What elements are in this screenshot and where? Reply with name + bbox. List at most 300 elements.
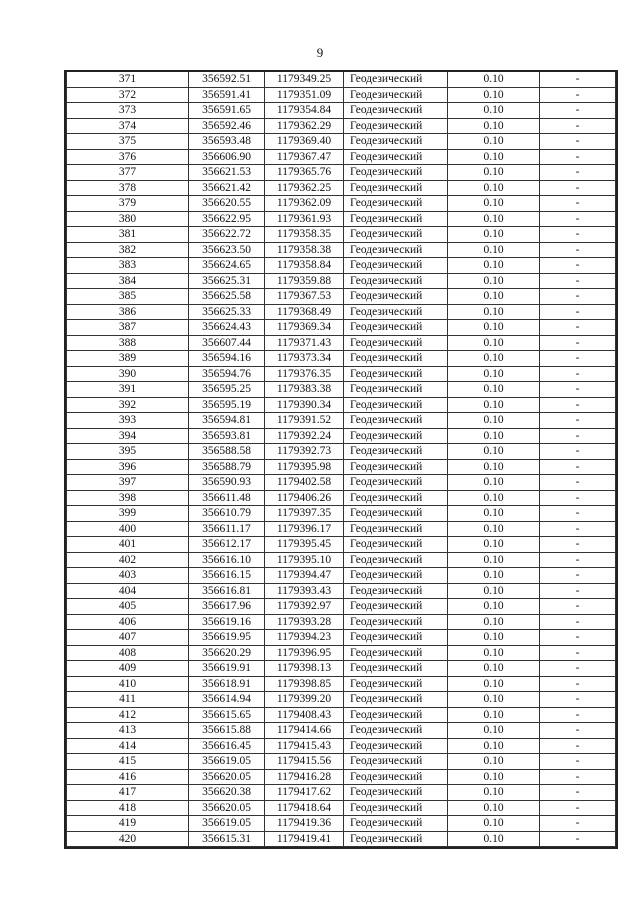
x-coordinate-cell: 356624.65 [189,258,265,274]
table-row [67,645,616,661]
y-coordinate-cell: 1179362.09 [265,196,344,212]
accuracy-cell: 0.10 [448,428,540,444]
x-coordinate-cell: 356594.76 [189,366,265,382]
y-coordinate-cell: 1179392.73 [265,444,344,460]
method-cell: Геодезический [344,490,448,506]
point-number-cell: 401 [67,537,189,553]
x-coordinate-cell: 356592.51 [189,72,265,87]
point-number-cell: 394 [67,428,189,444]
method-cell: Геодезический [344,273,448,289]
accuracy-cell: 0.10 [448,72,540,87]
method-cell: Геодезический [344,149,448,165]
note-cell: - [540,583,616,599]
note-cell: - [540,397,616,413]
accuracy-cell: 0.10 [448,521,540,537]
table-row [67,769,616,785]
method-cell: Геодезический [344,87,448,103]
y-coordinate-cell: 1179361.93 [265,211,344,227]
method-cell: Геодезический [344,676,448,692]
accuracy-cell: 0.10 [448,444,540,460]
note-cell: - [540,304,616,320]
x-coordinate-cell: 356592.46 [189,118,265,134]
method-cell: Геодезический [344,816,448,832]
page-number: 9 [316,45,324,60]
point-number-cell: 389 [67,351,189,367]
y-coordinate-cell: 1179392.24 [265,428,344,444]
y-coordinate-cell: 1179396.17 [265,521,344,537]
accuracy-cell: 0.10 [448,149,540,165]
method-cell: Геодезический [344,304,448,320]
x-coordinate-cell: 356611.48 [189,490,265,506]
table-row [67,692,616,708]
y-coordinate-cell: 1179418.64 [265,800,344,816]
point-number-cell: 415 [67,754,189,770]
x-coordinate-cell: 356619.16 [189,614,265,630]
x-coordinate-cell: 356610.79 [189,506,265,522]
method-cell: Геодезический [344,72,448,87]
y-coordinate-cell: 1179369.34 [265,320,344,336]
x-coordinate-cell: 356588.79 [189,459,265,475]
accuracy-cell: 0.10 [448,165,540,181]
note-cell: - [540,165,616,181]
table-row [67,599,616,615]
table-row [67,428,616,444]
note-cell: - [540,444,616,460]
table-row [67,258,616,274]
method-cell: Геодезический [344,537,448,553]
table-row [67,351,616,367]
point-number-cell: 380 [67,211,189,227]
table-row [67,568,616,584]
x-coordinate-cell: 356620.55 [189,196,265,212]
x-coordinate-cell: 356622.72 [189,227,265,243]
point-number-cell: 390 [67,366,189,382]
point-number-cell: 403 [67,568,189,584]
table-row [67,754,616,770]
table-row [67,630,616,646]
x-coordinate-cell: 356623.50 [189,242,265,258]
table-row [67,459,616,475]
method-cell: Геодезический [344,211,448,227]
point-number-cell: 374 [67,118,189,134]
y-coordinate-cell: 1179396.95 [265,645,344,661]
accuracy-cell: 0.10 [448,304,540,320]
accuracy-cell: 0.10 [448,490,540,506]
table-row [67,165,616,181]
y-coordinate-cell: 1179406.26 [265,490,344,506]
table-row [67,118,616,134]
table-row [67,335,616,351]
note-cell: - [540,831,616,847]
table-row [67,661,616,677]
y-coordinate-cell: 1179369.40 [265,134,344,150]
table-row [67,366,616,382]
y-coordinate-cell: 1179394.47 [265,568,344,584]
note-cell: - [540,428,616,444]
x-coordinate-cell: 356607.44 [189,335,265,351]
x-coordinate-cell: 356614.94 [189,692,265,708]
note-cell: - [540,289,616,305]
method-cell: Геодезический [344,413,448,429]
x-coordinate-cell: 356625.58 [189,289,265,305]
method-cell: Геодезический [344,630,448,646]
x-coordinate-cell: 356594.16 [189,351,265,367]
point-number-cell: 391 [67,382,189,398]
accuracy-cell: 0.10 [448,459,540,475]
y-coordinate-cell: 1179376.35 [265,366,344,382]
point-number-cell: 412 [67,707,189,723]
note-cell: - [540,723,616,739]
x-coordinate-cell: 356595.25 [189,382,265,398]
point-number-cell: 373 [67,103,189,119]
table-row [67,800,616,816]
note-cell: - [540,149,616,165]
note-cell: - [540,118,616,134]
note-cell: - [540,273,616,289]
table-row [67,242,616,258]
y-coordinate-cell: 1179365.76 [265,165,344,181]
note-cell: - [540,227,616,243]
table-row [67,103,616,119]
accuracy-cell: 0.10 [448,583,540,599]
x-coordinate-cell: 356617.96 [189,599,265,615]
point-number-cell: 400 [67,521,189,537]
accuracy-cell: 0.10 [448,785,540,801]
point-number-cell: 386 [67,304,189,320]
method-cell: Геодезический [344,428,448,444]
method-cell: Геодезический [344,568,448,584]
note-cell: - [540,785,616,801]
point-number-cell: 387 [67,320,189,336]
table-row [67,397,616,413]
accuracy-cell: 0.10 [448,351,540,367]
y-coordinate-cell: 1179395.10 [265,552,344,568]
method-cell: Геодезический [344,723,448,739]
y-coordinate-cell: 1179398.13 [265,661,344,677]
note-cell: - [540,537,616,553]
point-number-cell: 402 [67,552,189,568]
accuracy-cell: 0.10 [448,661,540,677]
accuracy-cell: 0.10 [448,134,540,150]
y-coordinate-cell: 1179395.98 [265,459,344,475]
note-cell: - [540,707,616,723]
note-cell: - [540,521,616,537]
note-cell: - [540,692,616,708]
method-cell: Геодезический [344,335,448,351]
accuracy-cell: 0.10 [448,769,540,785]
accuracy-cell: 0.10 [448,382,540,398]
table-row [67,87,616,103]
x-coordinate-cell: 356618.91 [189,676,265,692]
note-cell: - [540,459,616,475]
accuracy-cell: 0.10 [448,289,540,305]
method-cell: Геодезический [344,459,448,475]
table-row [67,506,616,522]
note-cell: - [540,506,616,522]
point-number-cell: 382 [67,242,189,258]
y-coordinate-cell: 1179354.84 [265,103,344,119]
method-cell: Геодезический [344,227,448,243]
x-coordinate-cell: 356595.19 [189,397,265,413]
note-cell: - [540,413,616,429]
accuracy-cell: 0.10 [448,211,540,227]
y-coordinate-cell: 1179393.28 [265,614,344,630]
note-cell: - [540,552,616,568]
y-coordinate-cell: 1179358.35 [265,227,344,243]
y-coordinate-cell: 1179358.38 [265,242,344,258]
point-number-cell: 420 [67,831,189,847]
x-coordinate-cell: 356606.90 [189,149,265,165]
note-cell: - [540,72,616,87]
point-number-cell: 414 [67,738,189,754]
table-row [67,552,616,568]
method-cell: Геодезический [344,475,448,491]
note-cell: - [540,568,616,584]
point-number-cell: 404 [67,583,189,599]
y-coordinate-cell: 1179359.88 [265,273,344,289]
x-coordinate-cell: 356594.81 [189,413,265,429]
point-number-cell: 417 [67,785,189,801]
x-coordinate-cell: 356620.05 [189,800,265,816]
y-coordinate-cell: 1179416.28 [265,769,344,785]
y-coordinate-cell: 1179419.36 [265,816,344,832]
point-number-cell: 410 [67,676,189,692]
accuracy-cell: 0.10 [448,676,540,692]
method-cell: Геодезический [344,196,448,212]
method-cell: Геодезический [344,103,448,119]
accuracy-cell: 0.10 [448,475,540,491]
accuracy-cell: 0.10 [448,273,540,289]
x-coordinate-cell: 356619.91 [189,661,265,677]
point-number-cell: 398 [67,490,189,506]
accuracy-cell: 0.10 [448,87,540,103]
y-coordinate-cell: 1179415.56 [265,754,344,770]
table-row [67,676,616,692]
x-coordinate-cell: 356591.41 [189,87,265,103]
point-number-cell: 416 [67,769,189,785]
point-number-cell: 407 [67,630,189,646]
method-cell: Геодезический [344,800,448,816]
method-cell: Геодезический [344,351,448,367]
point-number-cell: 384 [67,273,189,289]
table-row [67,149,616,165]
note-cell: - [540,87,616,103]
y-coordinate-cell: 1179414.66 [265,723,344,739]
method-cell: Геодезический [344,320,448,336]
accuracy-cell: 0.10 [448,568,540,584]
x-coordinate-cell: 356616.45 [189,738,265,754]
point-number-cell: 392 [67,397,189,413]
accuracy-cell: 0.10 [448,320,540,336]
x-coordinate-cell: 356588.58 [189,444,265,460]
table-row [67,831,616,847]
note-cell: - [540,769,616,785]
point-number-cell: 408 [67,645,189,661]
x-coordinate-cell: 356619.95 [189,630,265,646]
point-number-cell: 381 [67,227,189,243]
table-row [67,211,616,227]
note-cell: - [540,599,616,615]
point-number-cell: 372 [67,87,189,103]
note-cell: - [540,661,616,677]
method-cell: Геодезический [344,118,448,134]
table-row [67,273,616,289]
note-cell: - [540,242,616,258]
accuracy-cell: 0.10 [448,335,540,351]
method-cell: Геодезический [344,180,448,196]
table-row [67,289,616,305]
point-number-cell: 413 [67,723,189,739]
point-number-cell: 378 [67,180,189,196]
point-number-cell: 379 [67,196,189,212]
table-row [67,583,616,599]
accuracy-cell: 0.10 [448,692,540,708]
point-number-cell: 371 [67,72,189,87]
x-coordinate-cell: 356611.17 [189,521,265,537]
accuracy-cell: 0.10 [448,614,540,630]
x-coordinate-cell: 356616.15 [189,568,265,584]
y-coordinate-cell: 1179392.97 [265,599,344,615]
accuracy-cell: 0.10 [448,738,540,754]
table-row [67,490,616,506]
x-coordinate-cell: 356593.81 [189,428,265,444]
accuracy-cell: 0.10 [448,397,540,413]
method-cell: Геодезический [344,258,448,274]
table-row [67,785,616,801]
coordinates-table-body [67,72,616,847]
table-row [67,537,616,553]
accuracy-cell: 0.10 [448,413,540,429]
y-coordinate-cell: 1179415.43 [265,738,344,754]
accuracy-cell: 0.10 [448,537,540,553]
y-coordinate-cell: 1179394.23 [265,630,344,646]
accuracy-cell: 0.10 [448,258,540,274]
table-row [67,227,616,243]
note-cell: - [540,382,616,398]
table-row [67,723,616,739]
y-coordinate-cell: 1179419.41 [265,831,344,847]
x-coordinate-cell: 356620.38 [189,785,265,801]
y-coordinate-cell: 1179408.43 [265,707,344,723]
table-row [67,707,616,723]
x-coordinate-cell: 356616.81 [189,583,265,599]
x-coordinate-cell: 356591.65 [189,103,265,119]
table-row [67,72,616,87]
note-cell: - [540,816,616,832]
method-cell: Геодезический [344,397,448,413]
point-number-cell: 397 [67,475,189,491]
point-number-cell: 396 [67,459,189,475]
y-coordinate-cell: 1179371.43 [265,335,344,351]
note-cell: - [540,211,616,227]
method-cell: Геодезический [344,769,448,785]
x-coordinate-cell: 356615.31 [189,831,265,847]
method-cell: Геодезический [344,645,448,661]
x-coordinate-cell: 356622.95 [189,211,265,227]
x-coordinate-cell: 356612.17 [189,537,265,553]
method-cell: Геодезический [344,754,448,770]
point-number-cell: 383 [67,258,189,274]
table-row [67,180,616,196]
x-coordinate-cell: 356621.42 [189,180,265,196]
method-cell: Геодезический [344,583,448,599]
accuracy-cell: 0.10 [448,645,540,661]
point-number-cell: 399 [67,506,189,522]
note-cell: - [540,351,616,367]
method-cell: Геодезический [344,506,448,522]
x-coordinate-cell: 356619.05 [189,754,265,770]
y-coordinate-cell: 1179417.62 [265,785,344,801]
coordinates-table [64,70,618,849]
x-coordinate-cell: 356619.05 [189,816,265,832]
accuracy-cell: 0.10 [448,599,540,615]
accuracy-cell: 0.10 [448,196,540,212]
method-cell: Геодезический [344,242,448,258]
method-cell: Геодезический [344,599,448,615]
y-coordinate-cell: 1179391.52 [265,413,344,429]
y-coordinate-cell: 1179395.45 [265,537,344,553]
x-coordinate-cell: 356615.65 [189,707,265,723]
point-number-cell: 377 [67,165,189,181]
point-number-cell: 419 [67,816,189,832]
accuracy-cell: 0.10 [448,707,540,723]
accuracy-cell: 0.10 [448,103,540,119]
y-coordinate-cell: 1179351.09 [265,87,344,103]
x-coordinate-cell: 356625.31 [189,273,265,289]
method-cell: Геодезический [344,738,448,754]
table-row [67,304,616,320]
note-cell: - [540,645,616,661]
y-coordinate-cell: 1179402.58 [265,475,344,491]
accuracy-cell: 0.10 [448,630,540,646]
point-number-cell: 388 [67,335,189,351]
y-coordinate-cell: 1179397.35 [265,506,344,522]
x-coordinate-cell: 356620.29 [189,645,265,661]
table-row [67,614,616,630]
y-coordinate-cell: 1179367.47 [265,149,344,165]
note-cell: - [540,366,616,382]
table-row [67,413,616,429]
y-coordinate-cell: 1179367.53 [265,289,344,305]
note-cell: - [540,475,616,491]
point-number-cell: 375 [67,134,189,150]
y-coordinate-cell: 1179349.25 [265,72,344,87]
note-cell: - [540,320,616,336]
note-cell: - [540,738,616,754]
y-coordinate-cell: 1179383.38 [265,382,344,398]
y-coordinate-cell: 1179362.25 [265,180,344,196]
x-coordinate-cell: 356616.10 [189,552,265,568]
method-cell: Геодезический [344,444,448,460]
point-number-cell: 409 [67,661,189,677]
table-row [67,196,616,212]
y-coordinate-cell: 1179373.34 [265,351,344,367]
method-cell: Геодезический [344,614,448,630]
note-cell: - [540,258,616,274]
accuracy-cell: 0.10 [448,723,540,739]
note-cell: - [540,676,616,692]
table-row [67,475,616,491]
accuracy-cell: 0.10 [448,831,540,847]
method-cell: Геодезический [344,521,448,537]
note-cell: - [540,103,616,119]
accuracy-cell: 0.10 [448,552,540,568]
y-coordinate-cell: 1179362.29 [265,118,344,134]
accuracy-cell: 0.10 [448,242,540,258]
method-cell: Геодезический [344,165,448,181]
note-cell: - [540,630,616,646]
x-coordinate-cell: 356615.88 [189,723,265,739]
